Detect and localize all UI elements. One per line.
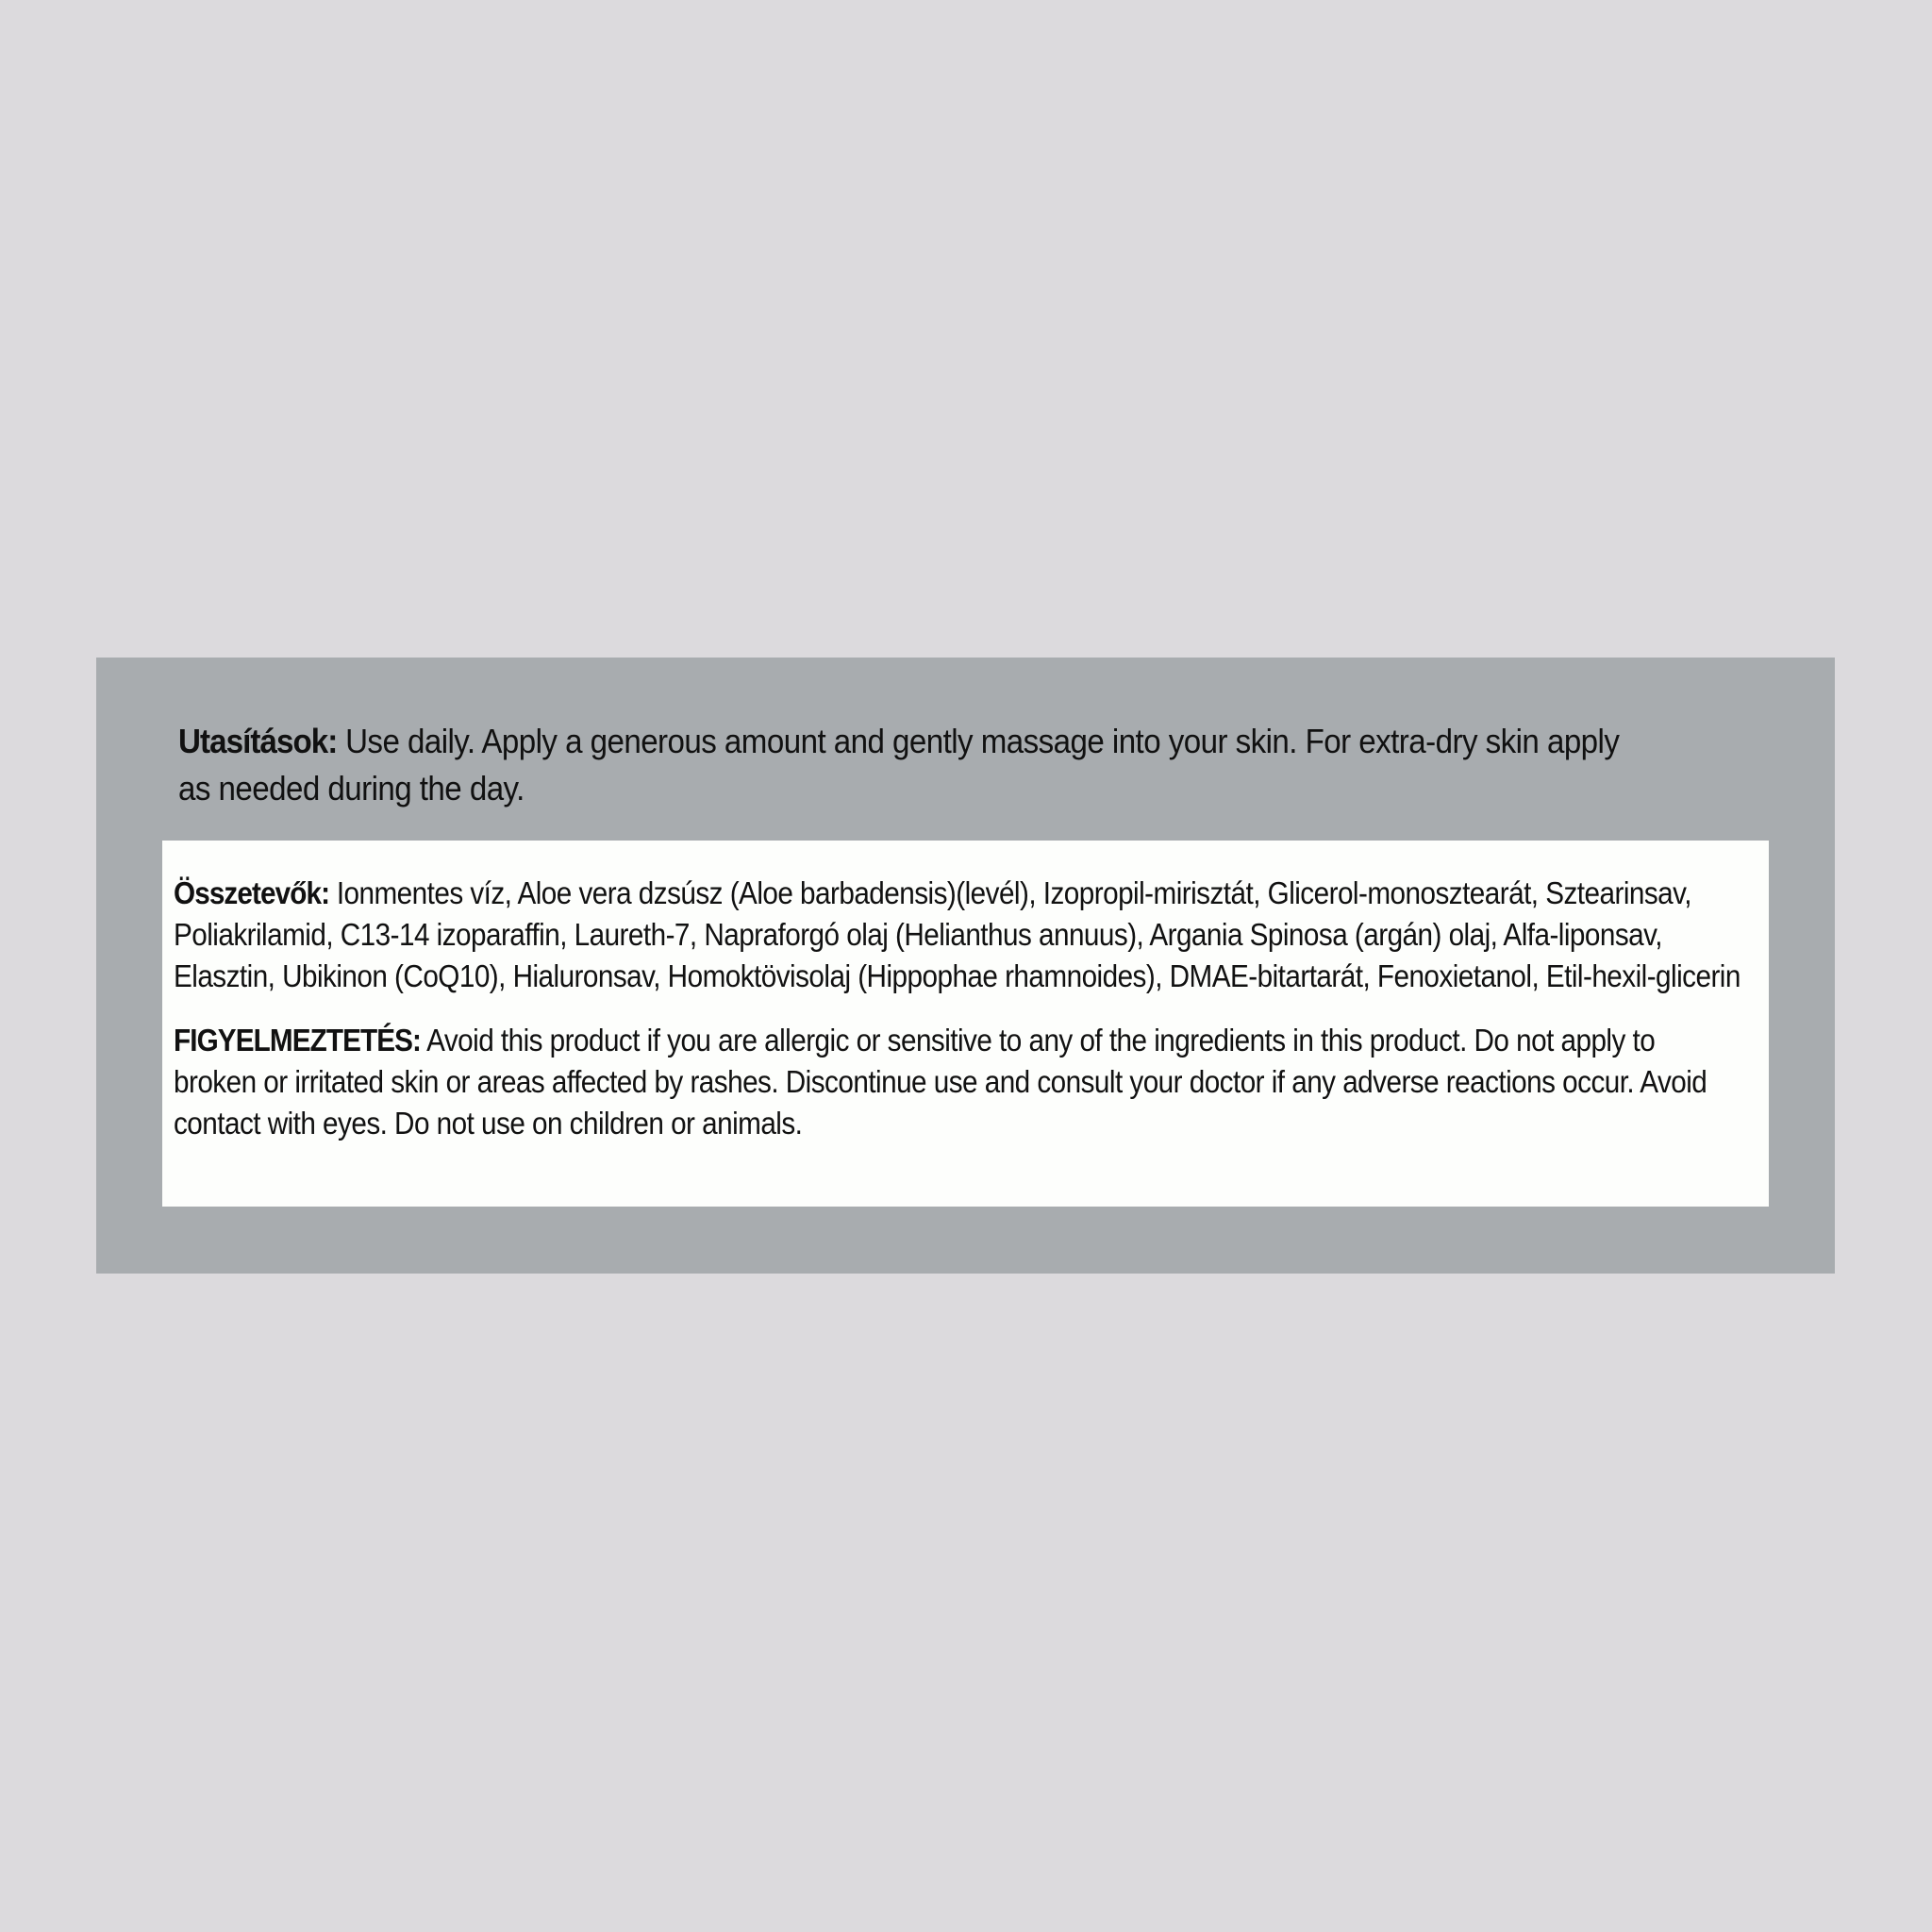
- warning-section: [174, 1020, 1744, 1144]
- product-label-panel: [96, 658, 1835, 1274]
- directions-section: [178, 718, 1645, 812]
- warning-heading: FIGYELMEZTETÉS:: [174, 1023, 422, 1058]
- ingredients-section: [174, 873, 1744, 997]
- directions-heading: Utasítások:: [178, 722, 338, 760]
- ingredients-text: Ionmentes víz, Aloe vera dzsúsz (Aloe barbadensis)(levél), Izopropil-mirisztát, Glicerol-monosztearát, Sztearinsav, Poliakrilamid, C13-14 izoparaffin, Laureth-7, Napraforgó olaj (Helianthus annuus), Argania Spinosa (argán) olaj, Alfa-liponsav, Elasztin, Ubikinon (CoQ10), Hialuronsav, Homoktövisolaj (Hippophae rhamnoides), DMAE-bitartarát, Fenoxietanol, Etil-hexil-glicerin: [174, 875, 1740, 993]
- warning-text: Avoid this product if you are allergic or sensitive to any of the ingredients in this product. Do not apply to broken or irritated skin or areas affected by rashes. Discontinue use and consult your doctor if any adverse reactions occur. Avoid contact with eyes. Do not use on children or animals.: [174, 1023, 1707, 1141]
- ingredients-heading: Összetevők:: [174, 875, 330, 910]
- ingredients-warning-box: [162, 841, 1769, 1207]
- info-text-block: [174, 873, 1744, 1144]
- directions-text: Use daily. Apply a generous amount and gently massage into your skin. For extra-dry skin apply as needed during the day.: [178, 722, 1620, 808]
